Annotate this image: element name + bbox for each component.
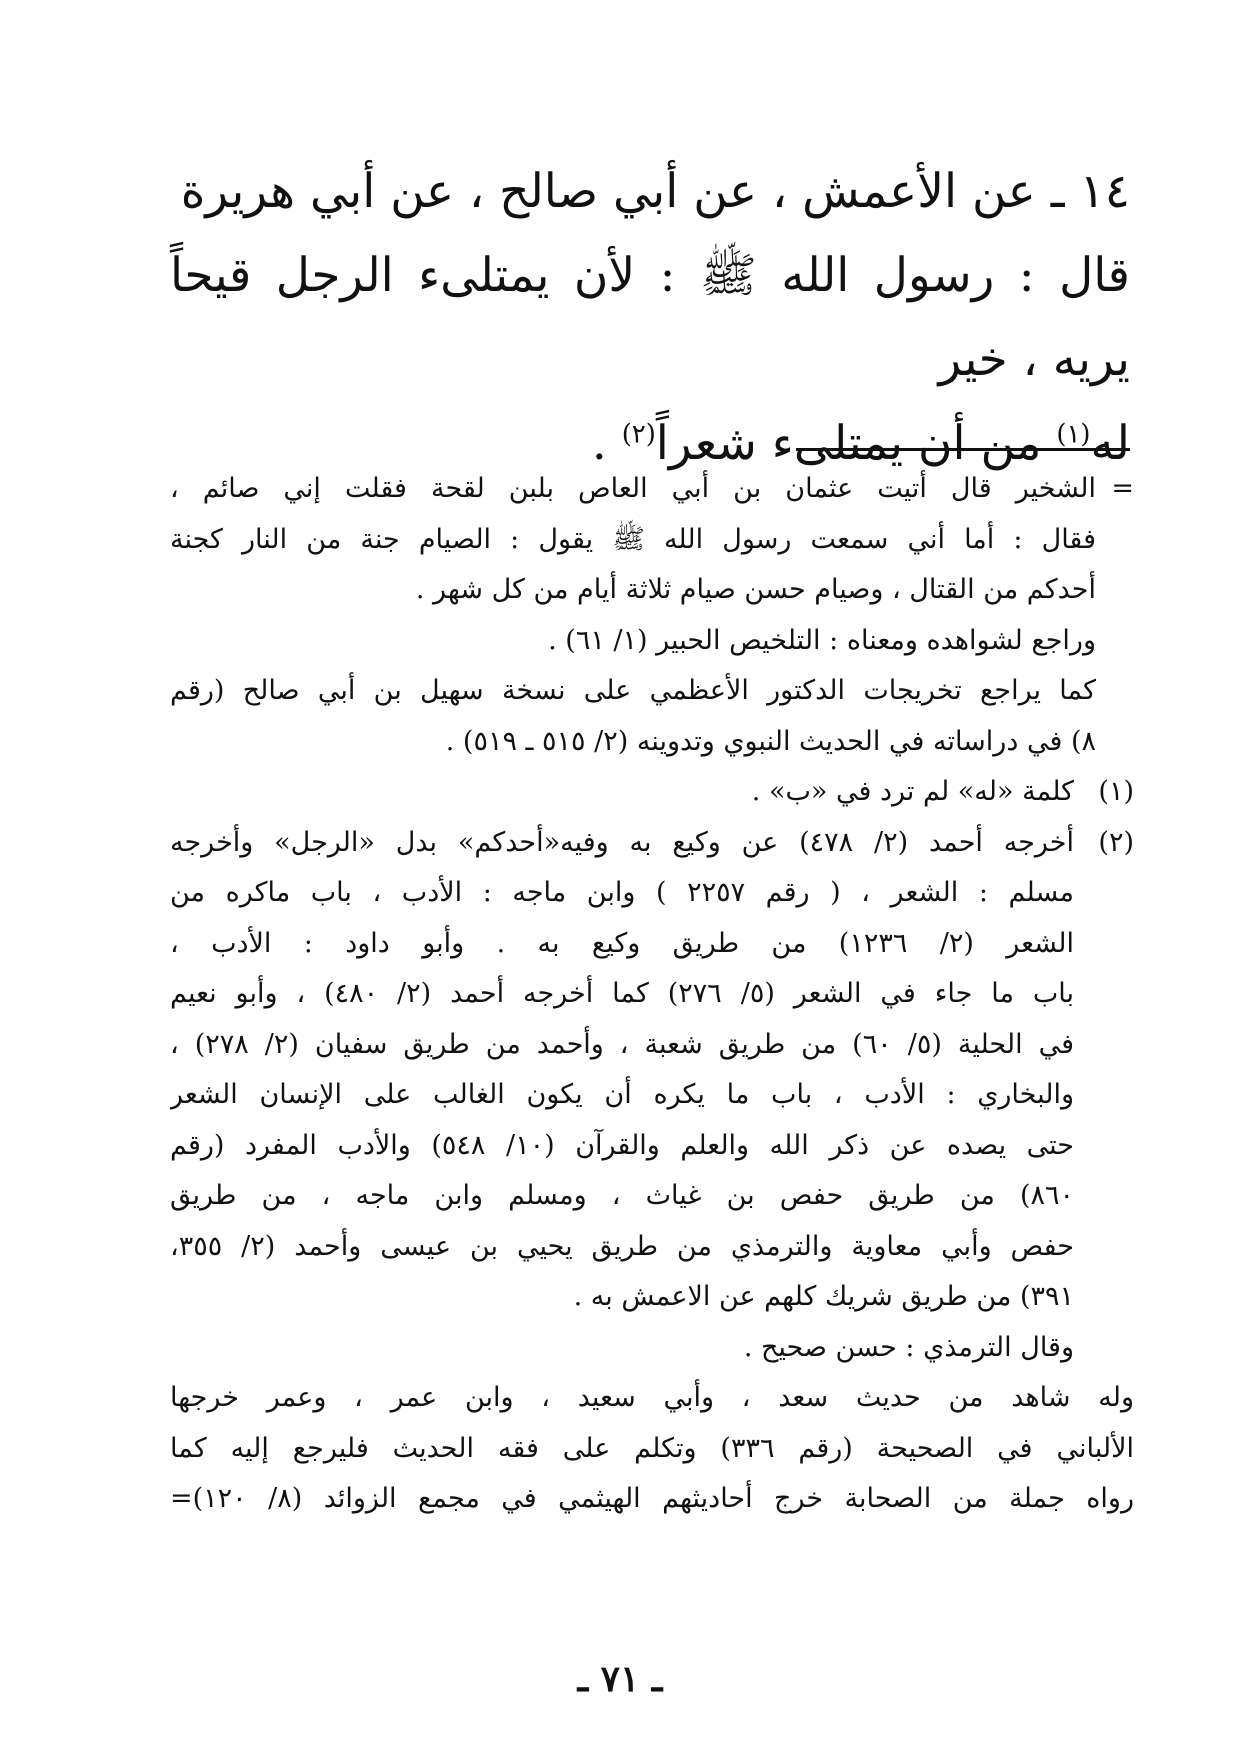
footnote-line: [170, 515, 1134, 566]
footnote-text: حفص وأبي معاوية والترمذي من طريق يحيي بن عيسى وأحمد (٢/ ٣٥٥،: [170, 1230, 1074, 1262]
footnote-line: [170, 969, 1134, 1020]
footnote-number: (١): [1098, 776, 1134, 807]
footnote-text: في الحلية (٥/ ٦٠) من طريق شعبة ، وأحمد من طريق سفيان (٢/ ٢٧٨) ،: [170, 1028, 1074, 1060]
footnote-text: باب ما جاء في الشعر (٥/ ٢٧٦) كما أخرجه أحمد (٢/ ٤٨٠) ، وأبو نعيم: [170, 978, 1074, 1009]
footnote-1: [170, 767, 1134, 818]
hadith-line: قال : رسول الله ﷺ : لأن يمتلىء الرجل قيحاً يريه ، خير: [170, 248, 1130, 387]
footnote-text: ٣٩١) من طريق شريك كلهم عن الاعمش به .: [573, 1281, 1074, 1312]
footnote-line: [170, 666, 1134, 717]
footnote-ref[interactable]: (١): [1056, 419, 1091, 450]
footnote-text: مسلم : الشعر ، ( رقم ٢٢٥٧ ) وابن ماجه : الأدب ، باب ماكره من: [170, 877, 1074, 908]
footnote-text: وراجع لشواهده ومعناه : التلخيص الحبير (١/ ٦١) .: [548, 624, 1096, 656]
footnote-text: حتى يصده عن ذكر الله والعلم والقرآن (١٠/ ٥٤٨) والأدب المفرد (رقم: [170, 1129, 1074, 1161]
footnote-line: [170, 464, 1134, 515]
footnote-text: ٨) في دراساته في الحديث النبوي وتدوينه (٢/ ٥١٥ ـ ٥١٩) .: [445, 725, 1096, 757]
footnote-line: [170, 1020, 1134, 1071]
footnote-text: ٨٦٠) من طريق حفص بن غياث ، ومسلم وابن ماجه ، من طريق: [170, 1180, 1074, 1211]
footnote-line: [170, 1424, 1134, 1475]
hadith-text-segment: له: [1090, 416, 1130, 471]
hadith-text-segment: .: [591, 416, 622, 471]
footnote-line: [170, 1222, 1134, 1273]
continuation-mark: =: [1111, 473, 1134, 504]
footnote-line: [170, 919, 1134, 970]
footnote-text: أخرجه أحمد (٢/ ٤٧٨) عن وكيع به وفيه«أحدكم» بدل «الرجل» وأخرجه: [170, 826, 1074, 858]
footnote-line: [170, 1323, 1134, 1374]
footnote-line: [170, 616, 1134, 667]
footnote-text: رواه جملة من الصحابة خرج أحاديثهم الهيثمي في مجمع الزوائد (٨/ ١٢٠)=: [170, 1483, 1134, 1514]
footnote-text: وله شاهد من حديث سعد ، وأبي سعيد ، وابن عمر ، وعمر خرجها: [170, 1382, 1134, 1413]
footnote-number: (٢): [1098, 826, 1134, 858]
hadith-text-segment: من أن يمتلىء شعراً: [655, 416, 1057, 471]
footnote-line: [170, 565, 1134, 616]
footnote-text: الألباني في الصحيحة (رقم ٣٣٦) وتكلم على فقه الحديث فليرجع إليه كما: [170, 1432, 1134, 1464]
hadith-line: ١٤ ـ عن الأعمش ، عن أبي صالح ، عن أبي هريرة: [180, 164, 1130, 219]
footnote-text: كما يراجع تخريجات الدكتور الأعظمي على نسخة سهيل بن أبي صالح (رقم: [170, 675, 1096, 706]
footnote-ref[interactable]: (٢): [621, 419, 656, 450]
footnote-line: [170, 1070, 1134, 1121]
footnote-text: كلمة «له» لم ترد في «ب» .: [751, 776, 1074, 807]
footnote-text: فقال : أما أني سمعت رسول الله ﷺ يقول : الصيام جنة من النار كجنة: [170, 523, 1096, 555]
footnote-line: [170, 717, 1134, 768]
footnote-line: [170, 1171, 1134, 1222]
hadith-text: [170, 150, 1130, 486]
footnote-line: [170, 1474, 1134, 1525]
footnote-separator: [796, 448, 1130, 451]
footnote-line: [170, 1272, 1134, 1323]
footnote-text: وقال الترمذي : حسن صحيح .: [743, 1331, 1074, 1363]
footnote-text: أحدكم من القتال ، وصيام حسن صيام ثلاثة أيام من كل شهر .: [415, 574, 1096, 605]
footnote-2: [170, 818, 1134, 869]
footnote-line: [170, 868, 1134, 919]
footnote-text: الشخير قال أتيت عثمان بن أبي العاص بلبن لقحة فقلت إني صائم ،: [170, 473, 1096, 504]
footnotes: [170, 464, 1134, 1525]
page-number: ـ ٧١ ـ: [577, 1658, 663, 1700]
footnote-text: والبخاري : الأدب ، باب ما يكره أن يكون الغالب على الإنسان الشعر: [170, 1079, 1074, 1110]
footnote-text: الشعر (٢/ ١٢٣٦) من طريق وكيع به . وأبو داود : الأدب ،: [170, 927, 1074, 959]
footnote-line: [170, 1121, 1134, 1172]
footnote-line: [170, 1373, 1134, 1424]
